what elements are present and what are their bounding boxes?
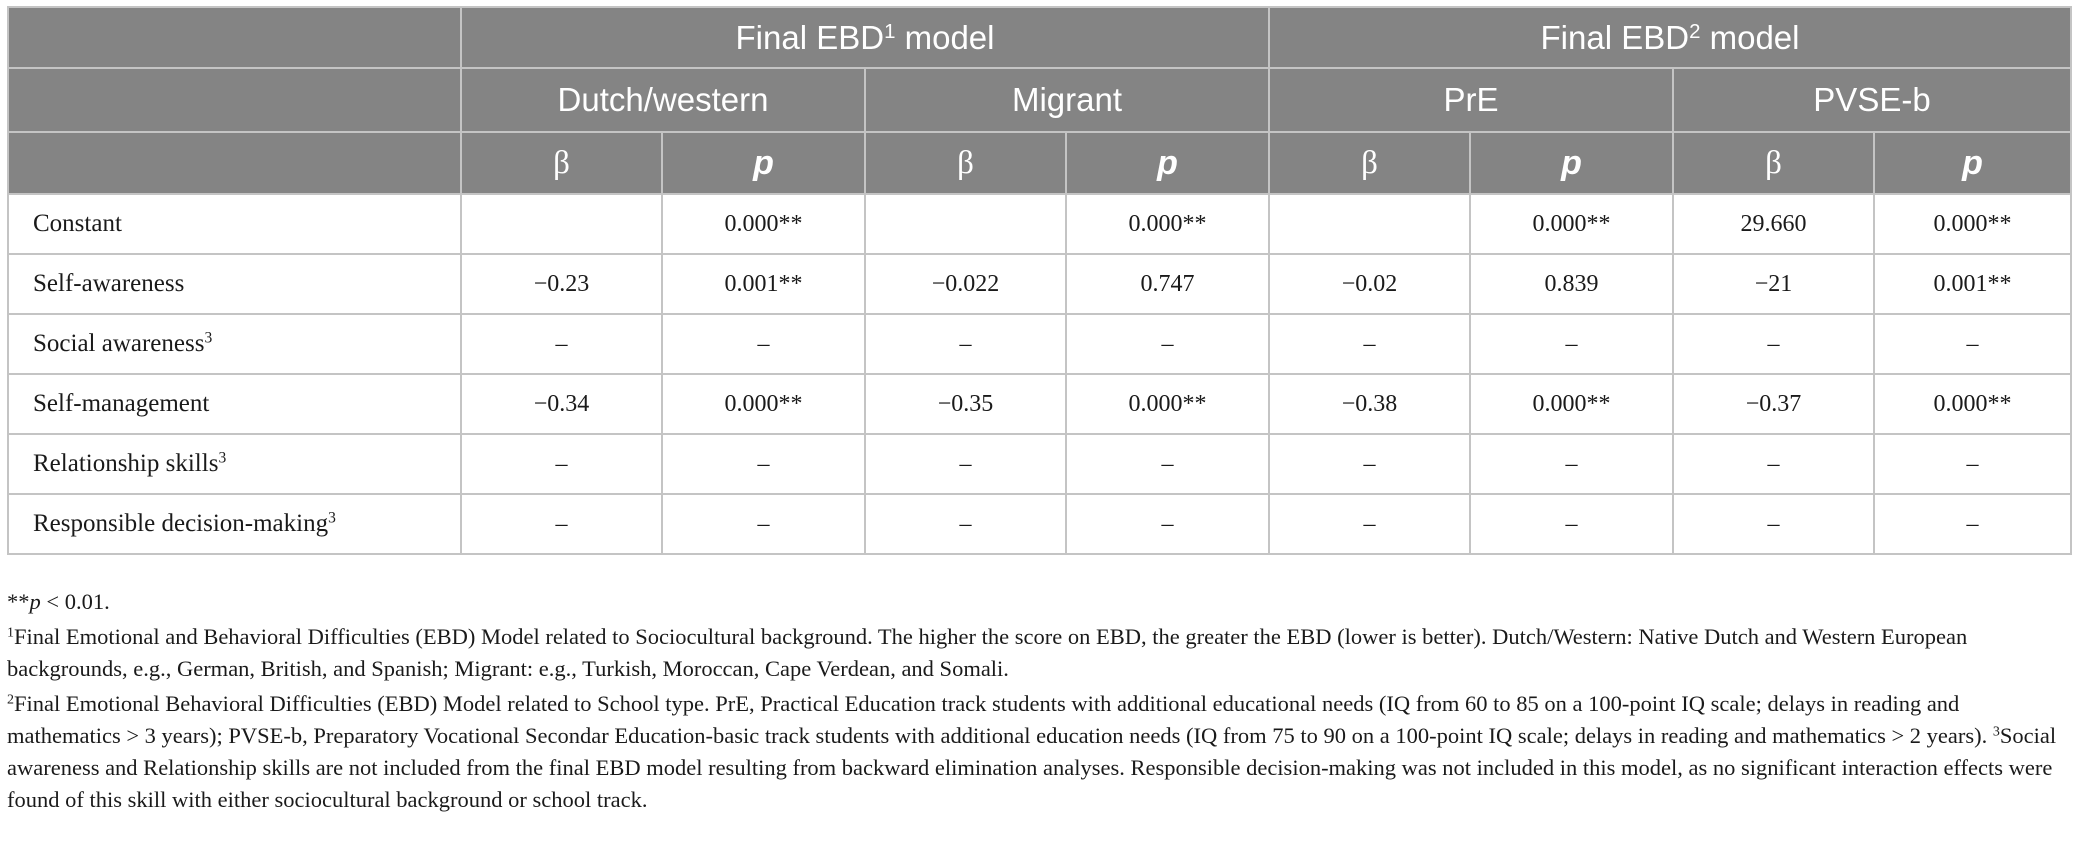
table-cell: [865, 194, 1066, 254]
table-cell: 0.000**: [1874, 194, 2071, 254]
header-beta: β: [865, 132, 1066, 194]
table-cell: [1269, 194, 1470, 254]
table-cell: –: [865, 434, 1066, 494]
row-label: Constant: [8, 194, 461, 254]
header-row-groups: [8, 68, 2071, 132]
table-row: [8, 314, 2071, 374]
table-cell: –: [461, 434, 662, 494]
header-migrant: Migrant: [865, 68, 1269, 132]
table-cell: –: [662, 314, 865, 374]
table-cell: 0.000**: [1066, 194, 1269, 254]
header-row-stats: [8, 132, 2071, 194]
table-cell: –: [662, 434, 865, 494]
table-cell: –: [1874, 434, 2071, 494]
table-cell: 0.000**: [1470, 194, 1673, 254]
table-cell: –: [1470, 494, 1673, 554]
table-cell: 0.001**: [1874, 254, 2071, 314]
header-pre: PrE: [1269, 68, 1673, 132]
header-pvse-b: PVSE-b: [1673, 68, 2071, 132]
table-cell: 0.001**: [662, 254, 865, 314]
table-cell: 29.660: [1673, 194, 1874, 254]
table-cell: –: [1874, 494, 2071, 554]
table-footnotes: [7, 586, 2067, 816]
table-cell: 0.000**: [1066, 374, 1269, 434]
table-cell: −0.23: [461, 254, 662, 314]
table-cell: 0.000**: [662, 194, 865, 254]
table-cell: 0.000**: [662, 374, 865, 434]
table-cell: 0.747: [1066, 254, 1269, 314]
header-p: p: [662, 132, 865, 194]
table-cell: [461, 194, 662, 254]
results-table: [7, 6, 2072, 555]
header-beta: β: [461, 132, 662, 194]
table-row: [8, 494, 2071, 554]
header-p: p: [1874, 132, 2071, 194]
table-cell: −0.02: [1269, 254, 1470, 314]
footnote-1: $^1$Final Emotional and Behavioral Difficulties (EBD) Model related to Sociocultural background. The higher the score on EBD, the greater the EBD (lower is better). Dutch/Western: Native Dutch and Western European backgrounds, e.g., German, British, and Spanish; Migrant: e.g., Turkish, Moroccan, Cape Verdean, and Somali.: [7, 624, 1968, 681]
table-cell: −0.35: [865, 374, 1066, 434]
table-cell: −0.34: [461, 374, 662, 434]
table-cell: –: [865, 494, 1066, 554]
header-final-ebd1-model: Final EBD$^1$ model: [461, 7, 1269, 68]
table-cell: 0.000**: [1470, 374, 1673, 434]
table-row: [8, 254, 2071, 314]
table-cell: –: [1269, 494, 1470, 554]
table-row: [8, 194, 2071, 254]
table-cell: –: [1066, 494, 1269, 554]
header-empty-cell: [8, 68, 461, 132]
table-cell: 0.000**: [1874, 374, 2071, 434]
header-p: p: [1470, 132, 1673, 194]
table-cell: –: [1673, 434, 1874, 494]
row-label: Social awareness$^3$: [8, 314, 461, 374]
table-cell: –: [662, 494, 865, 554]
header-beta: β: [1269, 132, 1470, 194]
row-label: Self-management: [8, 374, 461, 434]
footnote-2: $^2$Final Emotional Behavioral Difficulties (EBD) Model related to School type. PrE, Practical Education track students with additional educational needs (IQ from 60 to 85 on a 100-point IQ scale; delays in reading and mathematics > 3 years); PVSE-b, Preparatory Vocational Secondar Education-basic track students with additional education needs (IQ from 75 to 90 on a 100-point IQ scale; delays in reading and mathematics > 2 years). $^3$Social awareness and Relationship skills are not included from the final EBD model resulting from backward elimination analyses. Responsible decision-making was not included in this model, as no significant interaction effects were found of this skill with either sociocultural background or school track.: [7, 691, 2057, 812]
row-label: Responsible decision-making$^3$: [8, 494, 461, 554]
table-cell: –: [1874, 314, 2071, 374]
table-cell: −0.37: [1673, 374, 1874, 434]
table-cell: –: [865, 314, 1066, 374]
table-cell: −0.022: [865, 254, 1066, 314]
header-empty-cell: [8, 7, 461, 68]
table-row: [8, 434, 2071, 494]
header-row-models: [8, 7, 2071, 68]
table-cell: –: [1269, 314, 1470, 374]
header-final-ebd2-model: Final EBD$^2$ model: [1269, 7, 2071, 68]
table-cell: –: [1066, 314, 1269, 374]
table-cell: –: [1066, 434, 1269, 494]
header-beta: β: [1673, 132, 1874, 194]
table-cell: –: [1470, 314, 1673, 374]
row-label: Relationship skills$^3$: [8, 434, 461, 494]
footnote-significance: **p < 0.01.: [7, 589, 110, 614]
header-dutch-western: Dutch/western: [461, 68, 865, 132]
table-cell: –: [461, 314, 662, 374]
table-cell: –: [461, 494, 662, 554]
table-cell: –: [1470, 434, 1673, 494]
header-p: p: [1066, 132, 1269, 194]
table-cell: 0.839: [1470, 254, 1673, 314]
header-empty-cell: [8, 132, 461, 194]
table-row: [8, 374, 2071, 434]
table-cell: −0.38: [1269, 374, 1470, 434]
row-label: Self-awareness: [8, 254, 461, 314]
table-cell: –: [1673, 314, 1874, 374]
table-cell: −21: [1673, 254, 1874, 314]
table-cell: –: [1673, 494, 1874, 554]
table-cell: –: [1269, 434, 1470, 494]
